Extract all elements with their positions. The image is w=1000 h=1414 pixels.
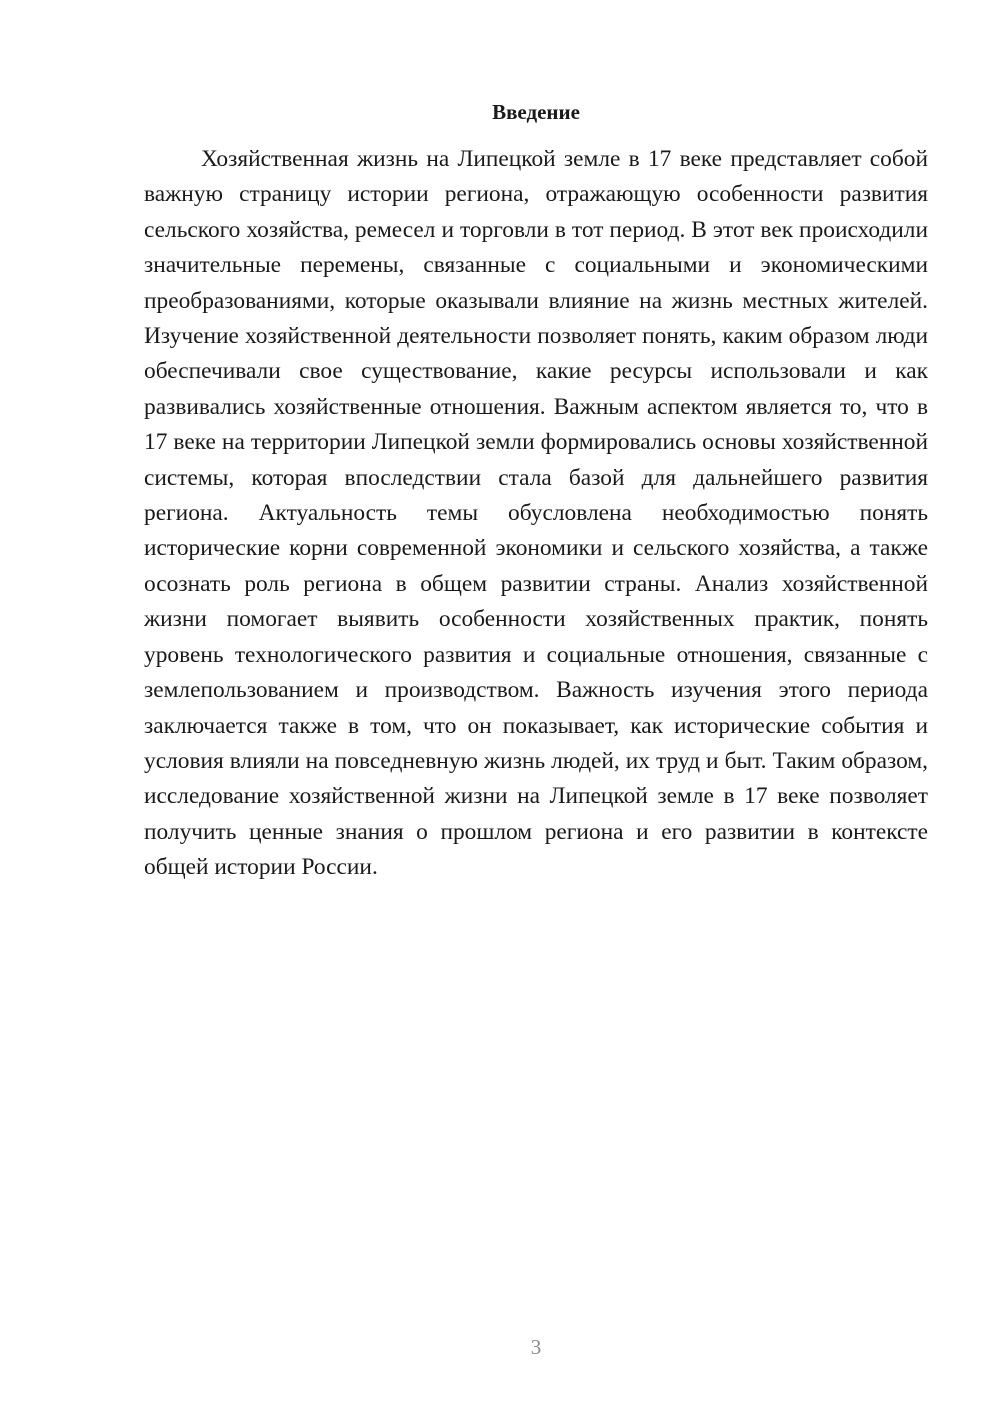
page-number: 3	[530, 1335, 542, 1359]
section-title: Введение	[492, 100, 580, 124]
body-paragraph: Хозяйственная жизнь на Липецкой земле в 17 веке представляет собой важную страницу истории региона, отражающую особенности развития сельского хозяйства, ремесел и торговли в тот период. В этот век происходили значительные перемены, связанные с социальными и экономическими преобразованиями, которые оказывали влияние на жизнь местных жителей. Изучение хозяйственной деятельности позволяет понять, каким образом люди обеспечивали свое существование, какие ресурсы использовали и как развивались хозяйственные отношения. Важным аспектом является то, что в 17 веке на территории Липецкой земли формировались основы хозяйственной системы, которая впоследствии стала базой для дальнейшего развития региона. Актуальность темы обусловлена необходимостью понять исторические корни современной экономики и сельского хозяйства, а также осознать роль региона в общем развитии страны. Анализ хозяйственной жизни помогает выявить особенности хозяйственных практик, понять уровень технологического развития и социальные отношения, связанные с землепользованием и производством. Важность изучения этого периода заключается также в том, что он показывает, как исторические события и условия влияли на повседневную жизнь людей, их труд и быт. Таким образом, исследование хозяйственной жизни на Липецкой земле в 17 веке позволяет получить ценные знания о прошлом региона и его развитии в контексте общей истории России.	[144, 146, 928, 881]
